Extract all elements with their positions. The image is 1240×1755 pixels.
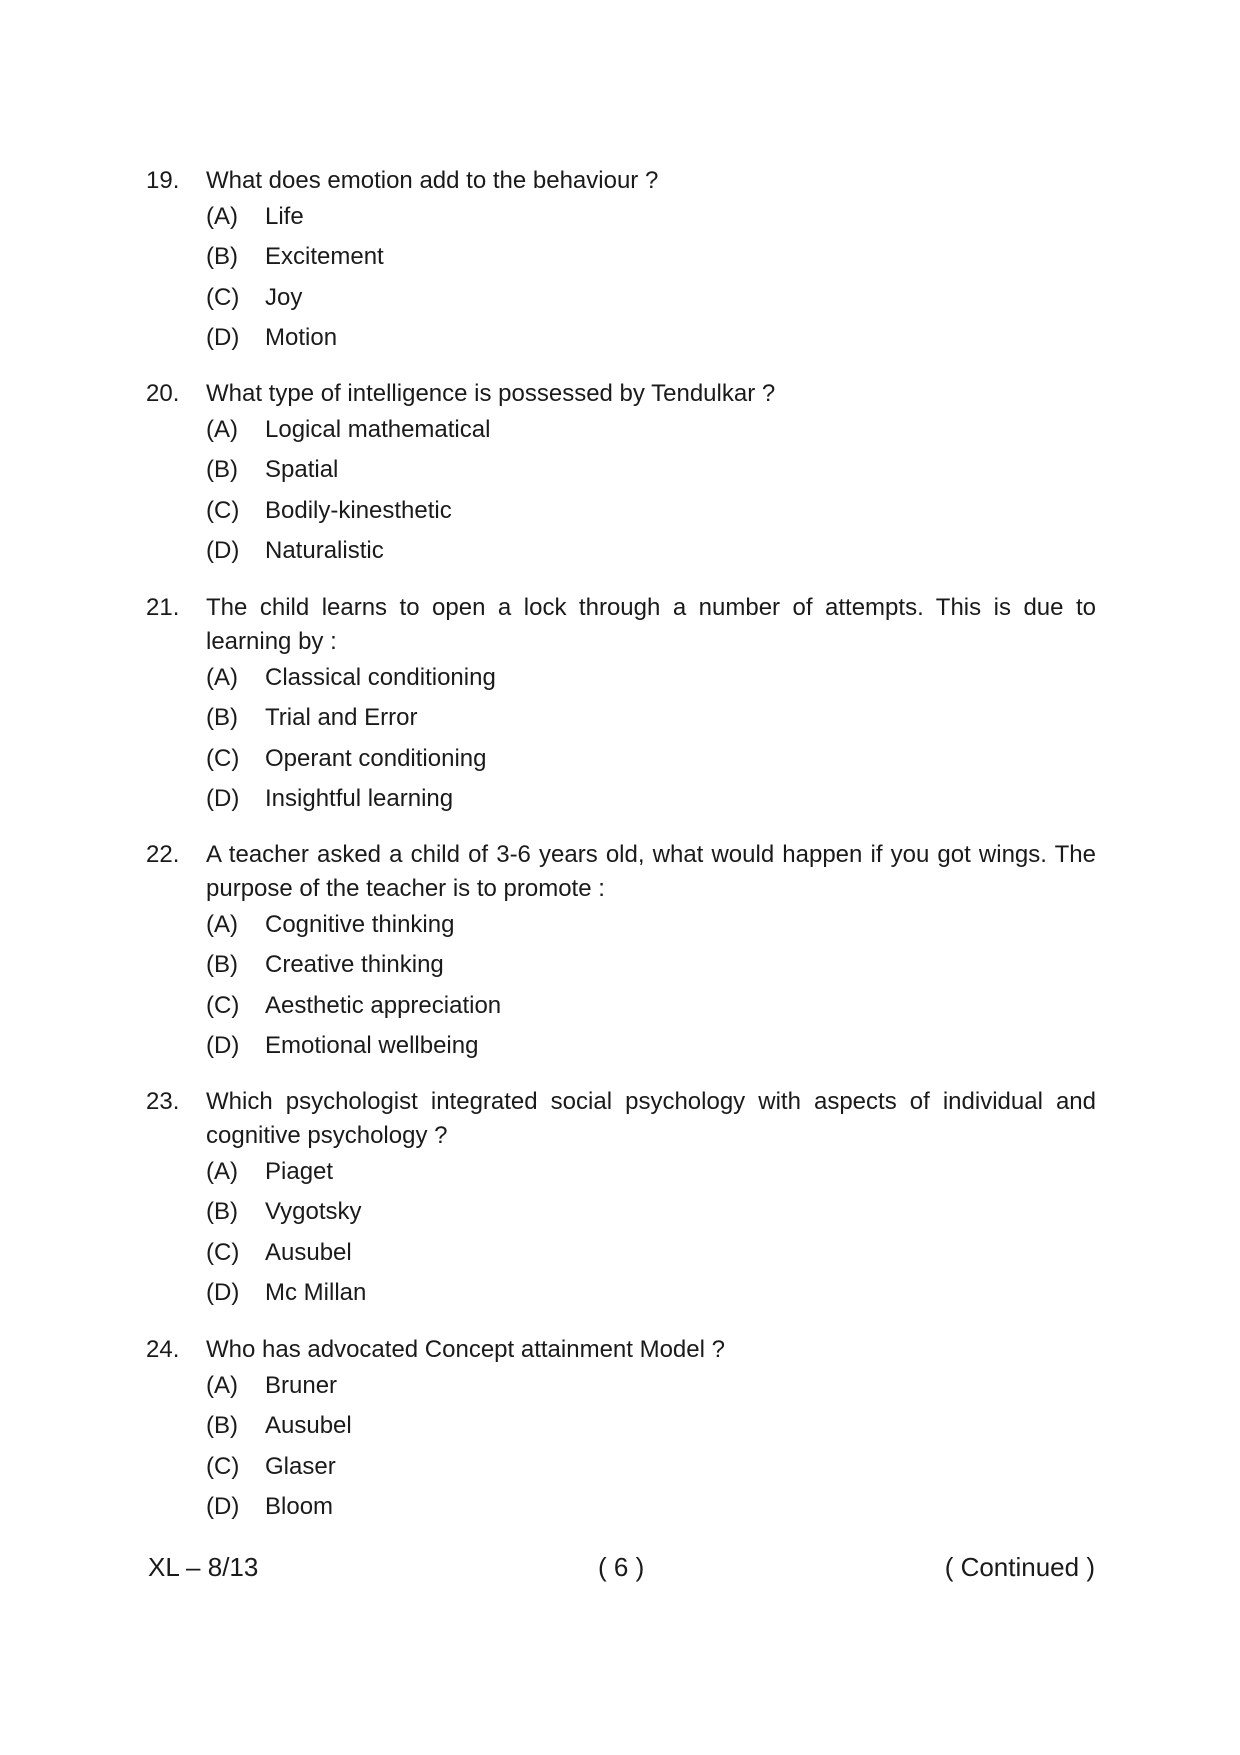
option-text: Aesthetic appreciation [265, 991, 502, 1019]
question-text: Which psychologist integrated social psychology with aspects of individual and cognitive psychology ? [206, 1088, 1096, 1149]
option-text: Creative thinking [265, 951, 444, 979]
option-text: Piaget [265, 1158, 334, 1185]
option-a [146, 659, 1096, 699]
question-23 [146, 1085, 1096, 1314]
question-text: Who has advocated Concept attainment Model ? [206, 1336, 725, 1363]
option-text: Bloom [265, 1492, 334, 1520]
option-label: (C) [206, 744, 240, 772]
option-label: (D) [206, 323, 240, 351]
option-label: (B) [206, 704, 238, 732]
option-a [146, 1367, 1096, 1407]
option-label: (B) [206, 1198, 238, 1226]
option-c [146, 1234, 1096, 1274]
option-label: (D) [206, 1278, 240, 1306]
option-label: (D) [206, 784, 240, 812]
question-stem [146, 838, 1096, 906]
option-d [146, 532, 1096, 572]
option-label: (B) [206, 951, 238, 979]
option-label: (C) [206, 1452, 240, 1480]
option-text: Joy [265, 283, 303, 311]
option-label: (D) [206, 536, 240, 564]
question-text: What type of intelligence is possessed by Tendulkar ? [206, 380, 776, 407]
question-text: A teacher asked a child of 3-6 years old, what would happen if you got wings. The purpose of the teacher is to promote : [206, 841, 1096, 902]
question-number: 22. [146, 841, 180, 868]
option-d [146, 1027, 1096, 1067]
option-text: Operant conditioning [265, 744, 487, 772]
option-b [146, 1407, 1096, 1447]
option-text: Logical mathematical [265, 416, 491, 443]
option-label: (A) [206, 1158, 238, 1185]
option-text: Mc Millan [265, 1278, 367, 1306]
option-text: Ausubel [265, 1412, 352, 1440]
question-19 [146, 164, 1096, 359]
question-number: 20. [146, 380, 180, 407]
option-label: (B) [206, 1412, 238, 1440]
option-c [146, 987, 1096, 1027]
question-stem [146, 377, 1096, 411]
option-label: (D) [206, 1492, 240, 1520]
option-text: Spatial [265, 456, 339, 484]
option-text: Bruner [265, 1372, 338, 1399]
page-number: ( 6 ) [598, 1552, 645, 1582]
option-label: (B) [206, 243, 238, 271]
option-text: Ausubel [265, 1238, 352, 1266]
question-stem [146, 1333, 1096, 1367]
option-text: Trial and Error [265, 704, 418, 732]
option-label: (A) [206, 664, 238, 691]
booklet-code: XL – 8/13 [148, 1552, 259, 1582]
option-a [146, 411, 1096, 451]
question-text: What does emotion add to the behaviour ? [206, 167, 659, 194]
option-c [146, 492, 1096, 532]
option-text: Emotional wellbeing [265, 1031, 479, 1059]
question-20 [146, 377, 1096, 572]
option-label: (A) [206, 416, 238, 443]
option-text: Motion [265, 323, 338, 351]
option-c [146, 1448, 1096, 1488]
question-stem [146, 1085, 1096, 1153]
question-stem [146, 591, 1096, 659]
question-22 [146, 838, 1096, 1067]
option-text: Vygotsky [265, 1198, 362, 1226]
option-label: (C) [206, 991, 240, 1019]
option-d [146, 1274, 1096, 1314]
option-text: Classical conditioning [265, 664, 496, 691]
option-text: Cognitive thinking [265, 911, 455, 938]
option-b [146, 451, 1096, 491]
option-text: Bodily-kinesthetic [265, 496, 452, 524]
option-d [146, 1488, 1096, 1528]
option-d [146, 780, 1096, 820]
question-21 [146, 591, 1096, 820]
option-c [146, 279, 1096, 319]
option-text: Life [265, 203, 304, 230]
option-text: Naturalistic [265, 536, 384, 564]
option-label: (A) [206, 203, 238, 230]
question-number: 21. [146, 594, 180, 621]
question-number: 23. [146, 1088, 180, 1115]
question-24 [146, 1333, 1096, 1528]
option-a [146, 1153, 1096, 1193]
continued-label: ( Continued ) [944, 1552, 1095, 1582]
option-text: Excitement [265, 243, 384, 271]
option-text: Insightful learning [265, 784, 454, 812]
option-b [146, 1193, 1096, 1233]
option-a [146, 198, 1096, 238]
option-label: (A) [206, 1372, 238, 1399]
option-label: (C) [206, 283, 240, 311]
question-number: 19. [146, 167, 180, 194]
option-c [146, 740, 1096, 780]
option-b [146, 699, 1096, 739]
option-text: Glaser [265, 1452, 336, 1480]
option-b [146, 238, 1096, 278]
option-label: (D) [206, 1031, 240, 1059]
option-label: (B) [206, 456, 238, 484]
option-b [146, 946, 1096, 986]
option-label: (C) [206, 1238, 240, 1266]
option-d [146, 319, 1096, 359]
question-text: The child learns to open a lock through a number of attempts. This is due to learning by : [206, 594, 1096, 655]
question-stem [146, 164, 1096, 198]
question-number: 24. [146, 1336, 180, 1363]
option-label: (C) [206, 496, 240, 524]
option-label: (A) [206, 911, 238, 938]
option-a [146, 906, 1096, 946]
